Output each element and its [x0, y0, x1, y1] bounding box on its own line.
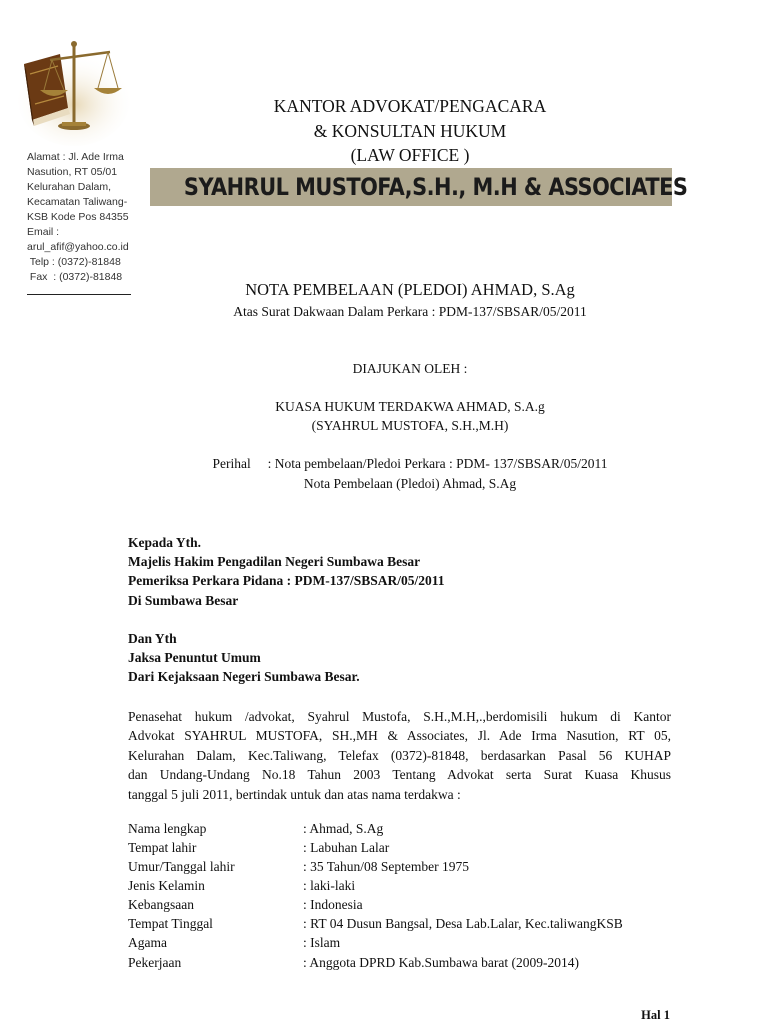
identity-value: : Labuhan Lalar: [303, 840, 390, 855]
firm-logo: [18, 38, 130, 146]
address-line: Kelurahan Dalam,: [27, 181, 112, 193]
phone-line: Telp : (0372)-81848: [27, 256, 121, 268]
sidebar-address: [27, 150, 137, 285]
paragraph-line: Kelurahan Dalam, Kec.Taliwang, Telefax (0372)-81848, berdasarkan Pasal 56 KUHAP: [128, 747, 671, 763]
addressee-line: Dari Kejaksaan Negeri Sumbawa Besar.: [128, 669, 360, 685]
identity-value: : Islam: [303, 935, 341, 950]
addressee-line: Majelis Hakim Pengadilan Negeri Sumbawa Besar: [128, 554, 421, 570]
identity-value: : laki-laki: [303, 878, 356, 893]
fax-line: Fax : (0372)-81848: [27, 271, 123, 283]
address-line: KSB Kode Pos 84355: [27, 211, 129, 223]
firm-name: SYAHRUL MUSTOFA,S.H., M.H & ASSOCIATES: [183, 173, 688, 201]
addressee-line: Pemeriksa Perkara Pidana : PDM-137/SBSAR/05/2011: [128, 573, 445, 589]
address-line: Alamat : Jl. Ade Irma: [27, 151, 124, 163]
identity-label: Umur/Tanggal lahir: [128, 859, 235, 874]
letterhead-line-2: & KONSULTAN HUKUM: [313, 121, 507, 141]
address-line: Nasution, RT 05/01: [27, 166, 118, 178]
addressee-line: Di Sumbawa Besar: [128, 592, 239, 608]
identity-value: : Ahmad, S.Ag: [303, 821, 384, 836]
identity-label: Pekerjaan: [128, 955, 182, 970]
addressee-line: Jaksa Penuntut Umum: [128, 650, 261, 666]
perihal-line-1: Perihal : Nota pembelaan/Pledoi Perkara : PDM- 137/SBSAR/05/2011: [212, 456, 608, 471]
identity-value: : Anggota DPRD Kab.Sumbawa barat (2009-2014): [303, 955, 579, 970]
addressee-block-2: [128, 629, 360, 687]
scales-of-justice-book-icon: [18, 38, 130, 146]
body-paragraph: [128, 707, 671, 804]
identity-label: Nama lengkap: [128, 821, 207, 836]
submitted-by-label: DIAJUKAN OLEH :: [352, 361, 468, 376]
paragraph-line: Advokat SYAHRUL MUSTOFA, SH.,MH & Associates, Jl. Ade Irma Nasution, RT 05,: [128, 728, 671, 744]
page-number: Hal 1: [641, 1008, 670, 1022]
firm-name-banner: [150, 168, 688, 206]
addressee-block: [128, 533, 444, 610]
perihal-line-2: Nota Pembelaan (Pledoi) Ahmad, S.Ag: [303, 476, 517, 491]
identity-label: Tempat Tinggal: [128, 916, 213, 931]
paragraph-line: tanggal 5 juli 2011, bertindak untuk dan atas nama terdakwa :: [128, 786, 461, 802]
identity-label: Tempat lahir: [128, 840, 197, 855]
submitter-line-2: (SYAHRUL MUSTOFA, S.H.,M.H): [311, 418, 509, 433]
submitter-line-1: KUASA HUKUM TERDAKWA AHMAD, S.A.g: [275, 399, 545, 414]
email-label: Email :: [27, 226, 60, 238]
paragraph-line: dan Undang-Undang No.18 Tahun 2003 Tentang Advokat serta Surat Kuasa Khusus: [128, 767, 671, 783]
document-subtitle: Atas Surat Dakwaan Dalam Perkara : PDM-137/SBSAR/05/2011: [233, 304, 587, 319]
address-line: Kecamatan Taliwang-: [27, 196, 128, 208]
identity-label: Agama: [128, 935, 167, 950]
email-address: arul_afif@yahoo.co.id: [27, 241, 129, 253]
addressee-line: Kepada Yth.: [128, 535, 202, 550]
identity-value: : Indonesia: [303, 897, 363, 912]
document-title: NOTA PEMBELAAN (PLEDOI) AHMAD, S.Ag: [245, 280, 575, 299]
identity-label: Kebangsaan: [128, 897, 194, 912]
letterhead-line-3: (LAW OFFICE ): [350, 145, 470, 165]
paragraph-line: Penasehat hukum /advokat, Syahrul Mustofa, S.H.,M.H,.,berdomisili hukum di Kantor: [128, 709, 671, 724]
identity-value: : RT 04 Dusun Bangsal, Desa Lab.Lalar, Kec.taliwangKSB: [303, 916, 623, 931]
addressee-line: Dan Yth: [128, 631, 177, 646]
identity-label: Jenis Kelamin: [128, 878, 205, 893]
identity-value: : 35 Tahun/08 September 1975: [303, 859, 470, 874]
letterhead-line-1: KANTOR ADVOKAT/PENGACARA: [273, 96, 547, 116]
